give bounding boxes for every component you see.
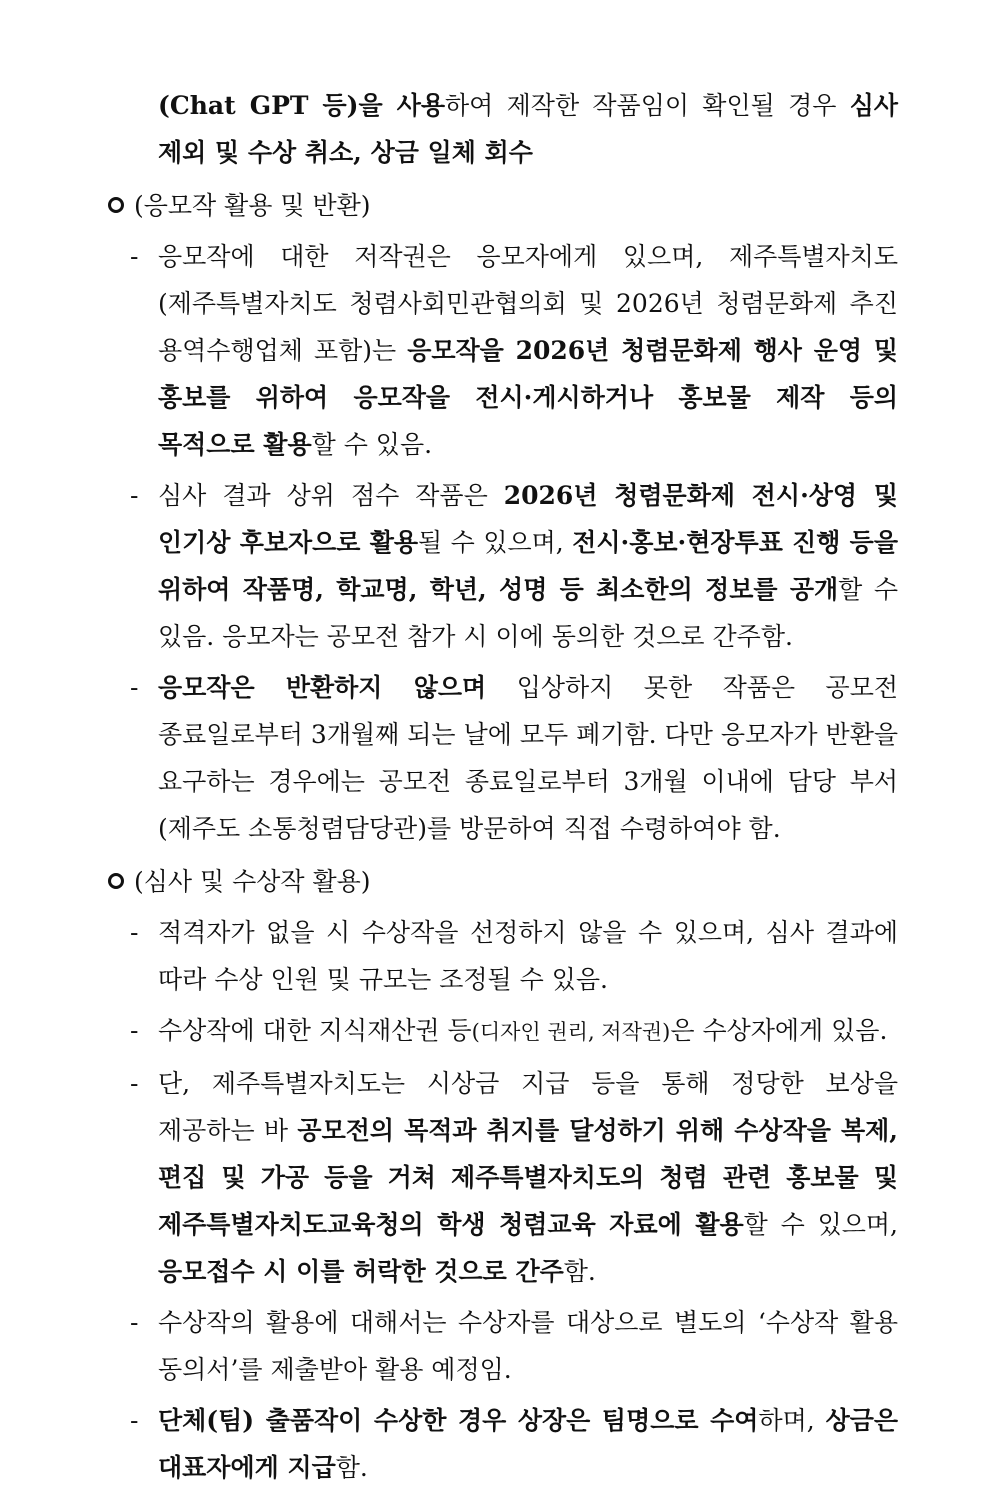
list-item [130,664,899,852]
text-segment-small: (디자인 권리, 저작권) [471,1020,671,1044]
text-segment-bold: 응모작은 반환하지 않으며 [158,673,487,702]
text-segment: 할 수 있음. 응모자는 공모전 참가 시 이에 동의한 것으로 간주함. [158,575,898,651]
dash-marker: - [130,242,139,271]
text-segment: 수상작에 대한 지식재산권 등 [158,1016,472,1045]
dash-marker: - [130,1308,139,1337]
text-segment: 은 수상자에게 있음. [670,1016,888,1045]
text-segment: 될 수 있으며, [418,528,573,557]
list-item [130,472,899,660]
section-2-heading-text: (심사 및 수상작 활용) [134,867,371,896]
text-segment-bold: 공모전의 목적과 취지를 달성하기 위해 수상작을 복제, 편집 및 가공 등을 거쳐 제주특별자치도의 청렴 관련 홍보물 및 제주특별자치도교육청의 학생 청렴교육 자료에 활용 [158,1116,898,1239]
list-item [130,233,898,468]
list-item [130,1060,898,1295]
text-segment-bold: 응모접수 시 이를 허락한 것으로 간주 [158,1257,564,1286]
text-segment: 단, 제주특별자치도는 시상금 지급 등을 통해 정당한 보상을 제공하는 바 [158,1069,898,1145]
text-segment-bold: 2026년 청렴문화제 전시·상영 및 인기상 후보자으로 활용 [158,481,899,557]
text-segment: 입상하지 못한 작품은 공모전 종료일로부터 3개월째 되는 날에 모두 폐기함. 다만 응모자가 반환을 요구하는 경우에는 공모전 종료일로부터 3개월 이내에 담당 부서(제주도 소통청렴담당관)를 방문하여 직접 수령하여야 함. [158,673,899,843]
dash-marker: - [130,918,139,947]
dash-marker: - [130,1069,139,1098]
intro-seg-0: (Chat GPT 등)을 사용 [158,91,446,120]
text-segment: 하며, [758,1406,826,1435]
text-segment-bold: 응모작을 2026년 청렴문화제 행사 운영 및 홍보를 위하여 응모작을 전시·게시하거나 홍보물 제작 등의 목적으로 활용 [158,336,898,459]
text-segment: 할 수 있음. [311,430,433,459]
list-item [130,909,898,1003]
text-segment: 할 수 있으며, [743,1210,898,1239]
text-segment: 함. [563,1257,596,1286]
text-segment: 함. [335,1453,368,1482]
section-heading-1 [108,182,992,229]
list-item [130,1007,898,1056]
list-item [130,1397,899,1491]
text-segment: 심사 결과 상위 점수 작품은 [158,481,504,510]
dash-marker: - [130,1406,139,1435]
dash-marker: - [130,1016,139,1045]
section-heading-2 [108,858,992,905]
text-segment: 적격자가 없을 시 수상작을 선정하지 않을 수 있으며, 심사 결과에 따라 수상 인원 및 규모는 조정될 수 있음. [158,918,898,994]
section-1-heading-text: (응모작 활용 및 반환) [134,191,371,220]
text-segment-bold: 상금은 대표자에게 지급 [158,1406,899,1482]
text-segment-bold: 전시·홍보·현장투표 진행 등을 위하여 작품명, 학교명, 학년, 성명 등 최소한의 정보를 공개 [158,528,898,604]
text-segment: 수상작의 활용에 대해서는 수상자를 대상으로 별도의 ‘수상작 활용 동의서’를 제출받아 활용 예정임. [158,1308,898,1384]
text-segment: 응모작에 대한 저작권은 응모자에게 있으며, 제주특별자치도(제주특별자치도 청렴사회민관협의회 및 2026년 청렴문화제 추진 용역수행업체 포함)는 [158,242,898,365]
hollow-circle-bullet-icon [108,197,124,213]
intro-seg-2: 심사 제외 및 수상 취소, 상금 일체 회수 [158,91,898,167]
intro-paragraph [158,82,898,176]
dash-marker: - [130,673,139,702]
intro-seg-1: 하여 제작한 작품임이 확인될 경우 [445,91,850,120]
hollow-circle-bullet-icon [108,873,124,889]
list-item [130,1299,898,1393]
document-page [0,82,992,1491]
dash-marker: - [130,481,139,510]
text-segment-bold: 단체(팀) 출품작이 수상한 경우 상장은 팀명으로 수여 [158,1406,759,1435]
